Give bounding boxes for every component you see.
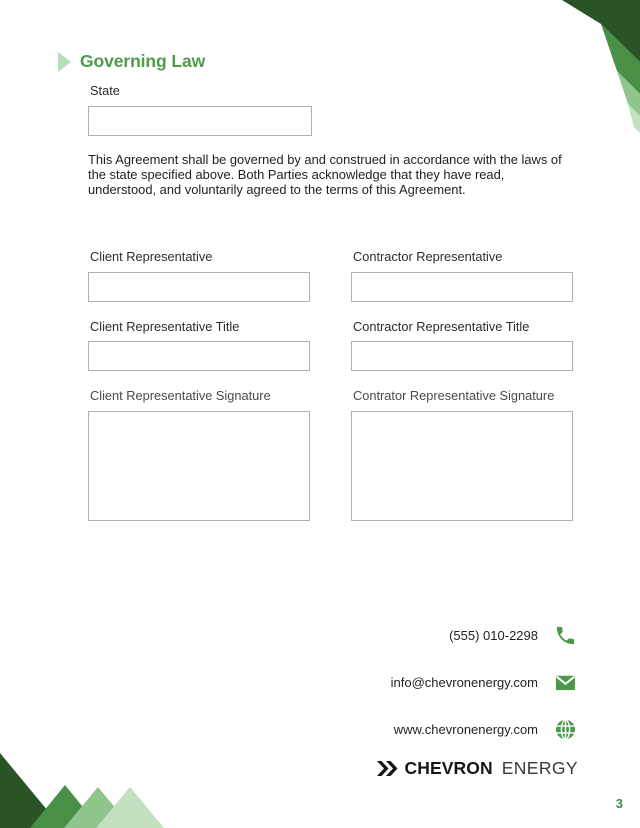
phone-icon (552, 622, 578, 648)
representative-name-row (88, 249, 578, 302)
contractor-signature-area[interactable] (351, 411, 573, 521)
contractor-representative-label: Contractor Representative (353, 249, 503, 264)
contact-info (391, 622, 578, 742)
representative-title-row (88, 319, 578, 372)
page-title: Governing Law (80, 51, 206, 72)
row-spacer (88, 371, 578, 388)
state-input[interactable] (88, 106, 312, 136)
website-row (394, 716, 578, 742)
website-url: www.chevronenergy.com (393, 721, 538, 737)
double-chevron-icon (377, 760, 398, 777)
email-row (391, 669, 578, 695)
section-heading (58, 52, 205, 72)
phone-row (449, 622, 578, 648)
governing-law-paragraph: This Agreement shall be governed by and construed in accordance with the laws of the state specified above. Both Parties acknowledge that they have read, understood, and voluntarily agreed to the terms of this Agreement. (88, 151, 562, 198)
client-representative-input[interactable] (88, 272, 310, 302)
contractor-representative-input[interactable] (351, 272, 573, 302)
contractor-representative-group (351, 249, 573, 302)
client-title-group (88, 319, 310, 372)
company-logo (377, 760, 578, 778)
phone-number: (555) 010-2298 (449, 627, 538, 643)
contractor-title-group (351, 319, 573, 372)
contractor-representative-title-label: Contractor Representative Title (353, 318, 530, 334)
governing-law-section (88, 83, 578, 197)
email-address: info@chevronenergy.com (390, 674, 538, 690)
contractor-signature-label: Contrator Representative Signature (353, 388, 555, 404)
envelope-icon (552, 669, 578, 695)
triangle-right-icon (58, 52, 71, 72)
client-representative-group (88, 249, 310, 302)
client-signature-label: Client Representative Signature (90, 388, 271, 404)
row-spacer (88, 302, 578, 319)
signature-fields-grid (88, 249, 578, 521)
state-label: State (90, 83, 120, 98)
contractor-signature-group (351, 388, 573, 521)
client-representative-title-label: Client Representative Title (90, 318, 240, 334)
client-representative-title-input[interactable] (88, 341, 310, 371)
page-number: 3 (615, 796, 623, 811)
bottom-left-mountain-decoration (0, 733, 180, 828)
logo-name-secondary: ENERGY (501, 758, 578, 778)
client-representative-label: Client Representative (90, 249, 213, 264)
client-signature-area[interactable] (88, 411, 310, 521)
client-signature-group (88, 388, 310, 521)
globe-icon (552, 716, 578, 742)
contractor-representative-title-input[interactable] (351, 341, 573, 371)
signature-row (88, 388, 578, 521)
logo-name-primary: CHEVRON (404, 758, 493, 778)
